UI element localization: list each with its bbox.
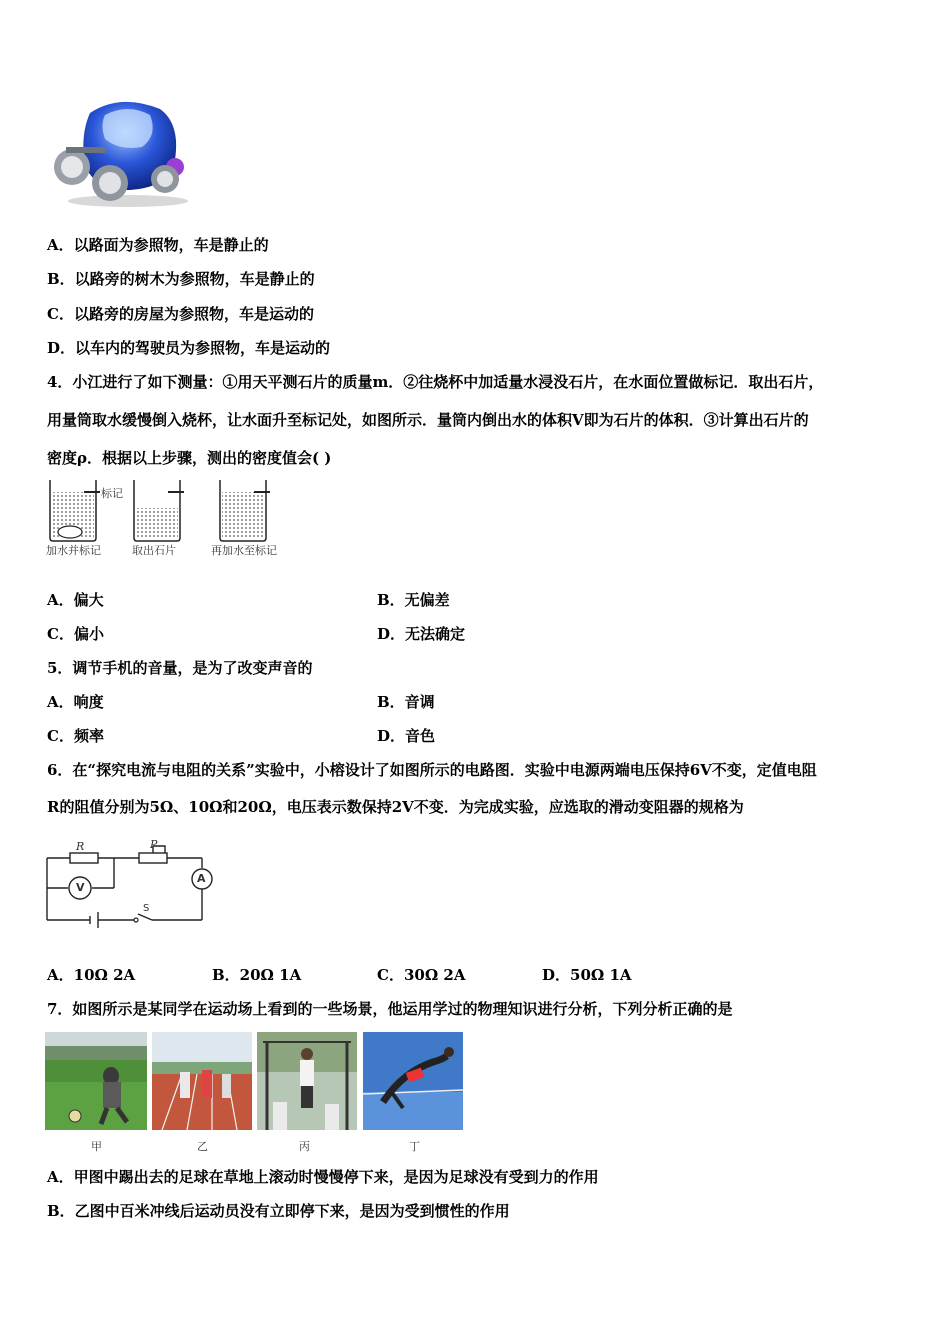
q6-option-a: A．10Ω 2A	[47, 966, 136, 984]
photo-caption-4: 丁	[409, 1140, 420, 1153]
circuit-label-s: S	[143, 903, 150, 914]
photo-caption-1: 甲	[91, 1140, 102, 1153]
q4-option-a: A．偏大	[47, 591, 104, 609]
q4-option-b: B．无偏差	[377, 591, 450, 609]
q5-option-b: B．音调	[377, 693, 435, 711]
photo-caption-2: 乙	[197, 1140, 208, 1153]
q6-option-b: B．20Ω 1A	[212, 966, 302, 984]
q7-option-b: B．乙图中百米冲线后运动员没有立即停下来，是因为受到惯性的作用	[47, 1202, 510, 1220]
q5-option-c: C．频率	[47, 727, 104, 745]
q5-option-d: D．音色	[377, 727, 436, 745]
q4-stem-line-2: 用量筒取水缓慢倒入烧杯，让水面升至标记处，如图所示．量筒内倒出水的体积V即为石片的体积．③计算出石片的	[47, 411, 809, 429]
photo-soccer-field	[45, 1032, 147, 1130]
beaker-caption-3: 再加水至标记	[211, 544, 277, 557]
q3-option-b: B．以路旁的树木为参照物，车是静止的	[47, 270, 315, 288]
q5-option-a: A．响度	[47, 693, 104, 711]
q6-option-d: D．50Ω 1A	[542, 966, 632, 984]
ammeter-icon: A	[197, 872, 206, 885]
photo-pullup-bar	[257, 1032, 357, 1130]
q3-option-d: D．以车内的驾驶员为参照物，车是运动的	[47, 339, 331, 357]
q7-stem: 7．如图所示是某同学在运动场上看到的一些场景，他运用学过的物理知识进行分析，下列分析正确的是	[47, 1000, 733, 1018]
q3-option-c: C．以路旁的房屋为参照物，车是运动的	[47, 305, 314, 323]
circuit-diagram	[44, 834, 216, 934]
electric-car-image	[50, 95, 195, 215]
q4-stem-line-1: 4．小江进行了如下测量：①用天平测石片的质量m．②往烧杯中加适量水浸没石片，在水面位置做标记．取出石片，	[47, 373, 824, 391]
circuit-label-p: P	[150, 838, 158, 851]
circuit-label-r: R	[76, 840, 85, 853]
beaker-caption-2: 取出石片	[132, 544, 176, 557]
q6-option-c: C．30Ω 2A	[377, 966, 466, 984]
photo-high-jump	[363, 1032, 463, 1130]
q5-stem: 5．调节手机的音量，是为了改变声音的	[47, 659, 313, 677]
q4-option-d: D．无法确定	[377, 625, 466, 643]
q6-stem-line-1: 6．在“探究电流与电阻的关系”实验中，小榕设计了如图所示的电路图．实验中电源两端电压保持6V不变，定值电阻	[47, 761, 817, 779]
q6-stem-line-2: R的阻值分别为5Ω、10Ω和20Ω，电压表示数保持2V不变．为完成实验，应选取的滑动变阻器的规格为	[47, 798, 744, 816]
voltmeter-icon: V	[76, 881, 85, 894]
q7-option-a: A．甲图中踢出去的足球在草地上滚动时慢慢停下来，是因为足球没有受到力的作用	[47, 1168, 599, 1186]
beaker-caption-1: 加水并标记	[46, 544, 101, 557]
photo-running-track	[152, 1032, 252, 1130]
q4-stem-line-3: 密度ρ．根据以上步骤，测出的密度值会( )	[47, 449, 332, 467]
q4-option-c: C．偏小	[47, 625, 104, 643]
q3-option-a: A．以路面为参照物，车是静止的	[47, 236, 269, 254]
mark-label: 标记	[101, 487, 123, 500]
photo-caption-3: 丙	[299, 1140, 310, 1153]
beaker-figure	[44, 478, 304, 543]
